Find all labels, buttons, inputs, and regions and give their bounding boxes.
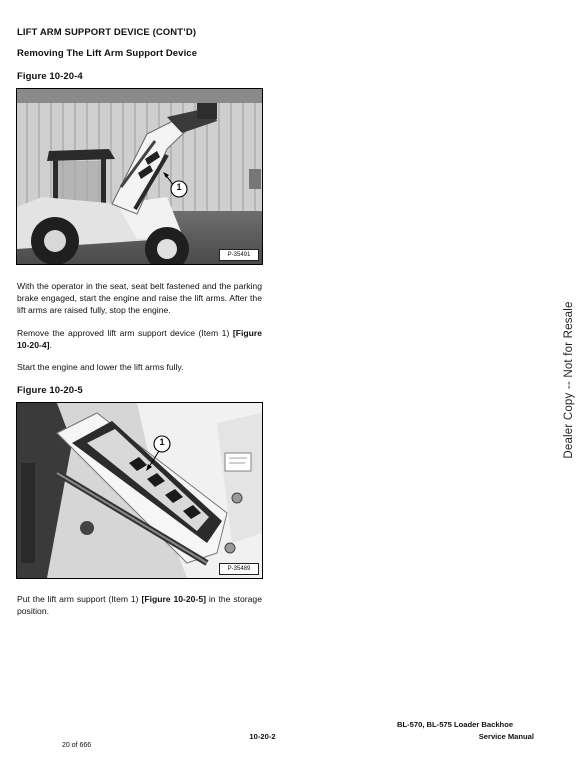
figure-2-photo-id: P-35489	[219, 563, 259, 575]
manual-title-line-2: Service Manual	[478, 732, 534, 741]
paragraph-4-text: Put the lift arm support (Item 1)	[17, 594, 142, 604]
paragraph-4-figure-ref: [Figure 10-20-5]	[141, 594, 206, 604]
figure-1-photo-id: P-35491	[219, 249, 259, 261]
lift-arm-closeup-illustration	[17, 403, 262, 578]
figure-2-photo	[16, 402, 263, 579]
page-code: 10-20-2	[249, 732, 276, 741]
dealer-copy-note: Dealer Copy -- Not for Resale	[563, 301, 575, 459]
paragraph-4	[17, 593, 262, 617]
paragraph-2	[17, 327, 262, 351]
paragraph-2-figure-ref: [Figure 10-20-4]	[17, 328, 262, 351]
loader-photo-illustration	[17, 89, 262, 264]
paragraph-4-end: in the storage position.	[17, 594, 262, 617]
figure-1-callout-number: 1	[176, 182, 182, 192]
manual-title-line-1: BL-570, BL-575 Loader Backhoe	[397, 720, 514, 729]
figure-1-label: Figure 10-20-4	[17, 71, 83, 82]
figure-1-photo	[16, 88, 263, 265]
paragraph-1: With the operator in the seat, seat belt fastened and the parking brake engaged, start the engine and raise the lift arms. After the lift arms are raised fully, stop the engine.	[17, 281, 262, 316]
subsection-title: Removing The Lift Arm Support Device	[17, 48, 198, 59]
figure-2-callout-number: 1	[159, 437, 165, 447]
section-title: LIFT ARM SUPPORT DEVICE (CONT’D)	[17, 27, 197, 38]
paragraph-2-text: Remove the approved lift arm support device (Item 1)	[17, 328, 233, 338]
paragraph-3: Start the engine and lower the lift arms fully.	[17, 362, 184, 372]
figure-2-label: Figure 10-20-5	[17, 385, 83, 396]
paragraph-2-end: .	[49, 340, 52, 351]
page-count: 20 of 666	[62, 742, 92, 749]
